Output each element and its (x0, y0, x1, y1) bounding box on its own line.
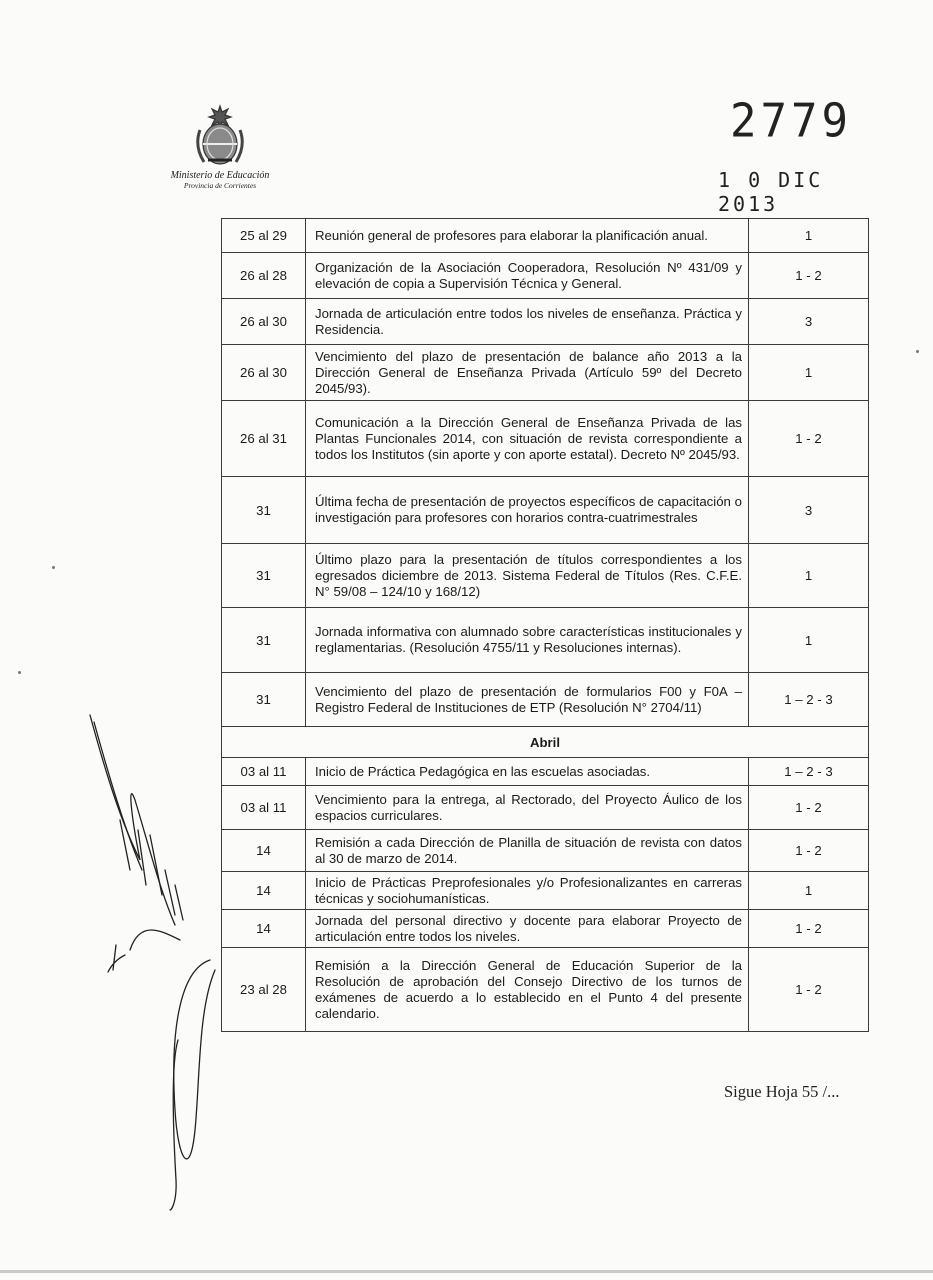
code-cell: 1 - 2 (749, 948, 869, 1032)
activity-cell: Remisión a cada Dirección de Planilla de situación de revista con datos al 30 de marzo de 2014. (306, 830, 749, 872)
date-cell: 14 (222, 830, 306, 872)
code-cell: 1 – 2 - 3 (749, 673, 869, 727)
code-cell: 1 - 2 (749, 253, 869, 299)
table-row (222, 830, 869, 872)
table-row (222, 948, 869, 1032)
date-cell: 14 (222, 872, 306, 910)
date-cell: 31 (222, 673, 306, 727)
activity-cell: Último plazo para la presentación de títulos correspondientes a los egresados diciembre de 2013. Sistema Federal de Títulos (Res. C.F.E. N° 59/08 – 124/10 y 168/12) (306, 544, 749, 608)
activity-cell: Jornada de articulación entre todos los niveles de enseñanza. Práctica y Residencia. (306, 299, 749, 345)
table-row (222, 758, 869, 786)
table-row (222, 219, 869, 253)
month-heading: Abril (222, 727, 869, 758)
table-row (222, 673, 869, 727)
date-cell: 26 al 28 (222, 253, 306, 299)
code-cell: 3 (749, 477, 869, 544)
calendar-body (222, 219, 869, 1032)
coat-of-arms-icon (194, 100, 246, 168)
date-cell: 31 (222, 477, 306, 544)
activity-cell: Vencimiento del plazo de presentación de balance año 2013 a la Dirección General de Enseñanza Privada (Artículo 59º del Decreto 2045/93). (306, 345, 749, 401)
table-row (222, 401, 869, 477)
table-row (222, 253, 869, 299)
date-cell: 26 al 31 (222, 401, 306, 477)
code-cell: 1 - 2 (749, 830, 869, 872)
code-cell: 1 - 2 (749, 401, 869, 477)
date-cell: 03 al 11 (222, 758, 306, 786)
handwritten-signature (80, 710, 260, 1220)
stamp-date: 1 0 DIC 2013 (718, 168, 824, 216)
date-cell: 23 al 28 (222, 948, 306, 1032)
month-header-row (222, 727, 869, 758)
table-row (222, 872, 869, 910)
scan-edge (0, 1270, 933, 1273)
activity-cell: Jornada del personal directivo y docente para elaborar Proyecto de articulación entre todos los niveles. (306, 910, 749, 948)
code-cell: 1 (749, 872, 869, 910)
table-row (222, 345, 869, 401)
code-cell: 1 (749, 544, 869, 608)
date-cell: 26 al 30 (222, 299, 306, 345)
scan-speck (18, 671, 21, 674)
table-row (222, 477, 869, 544)
date-cell: 26 al 30 (222, 345, 306, 401)
code-cell: 1 – 2 - 3 (749, 758, 869, 786)
date-cell: 14 (222, 910, 306, 948)
scan-speck (916, 350, 919, 353)
continuation-note: Sigue Hoja 55 /... (724, 1082, 840, 1101)
date-cell: 25 al 29 (222, 219, 306, 253)
activity-cell: Organización de la Asociación Cooperadora, Resolución Nº 431/09 y elevación de copia a Supervisión Técnica y General. (306, 253, 749, 299)
date-cell: 03 al 11 (222, 786, 306, 830)
province-name: Provincia de Corrientes (183, 181, 257, 190)
activity-cell: Jornada informativa con alumnado sobre características institucionales y reglamentarias. (Resolución 4755/11 y Resoluciones internas). (306, 608, 749, 673)
code-cell: 3 (749, 299, 869, 345)
table-row (222, 544, 869, 608)
activity-cell: Última fecha de presentación de proyectos específicos de capacitación o investigación para profesores con horarios contra-cuatrimestrales (306, 477, 749, 544)
table-row (222, 910, 869, 948)
table-row (222, 786, 869, 830)
code-cell: 1 - 2 (749, 910, 869, 948)
scan-speck (52, 566, 55, 569)
code-cell: 1 - 2 (749, 786, 869, 830)
activity-cell: Inicio de Práctica Pedagógica en las escuelas asociadas. (306, 758, 749, 786)
activity-cell: Comunicación a la Dirección General de Enseñanza Privada de las Plantas Funcionales 2014, con situación de revista correspondiente a todos los Institutos (sin aporte y con aporte estatal). Decreto Nº 2045/93. (306, 401, 749, 477)
code-cell: 1 (749, 608, 869, 673)
activity-cell: Remisión a la Dirección General de Educación Superior de la Resolución de aprobación del Consejo Directivo de los turnos de exámenes de acuerdo a lo establecido en el Punto 4 del presente calendario. (306, 948, 749, 1032)
document-number: 2779 (730, 94, 852, 149)
activity-cell: Vencimiento para la entrega, al Rectorado, del Proyecto Áulico de los espacios curriculares. (306, 786, 749, 830)
calendar-table (221, 218, 869, 1032)
activity-cell: Reunión general de profesores para elaborar la planificación anual. (306, 219, 749, 253)
code-cell: 1 (749, 345, 869, 401)
activity-cell: Inicio de Prácticas Preprofesionales y/o Profesionalizantes en carreras técnicas y sociohumanísticas. (306, 872, 749, 910)
date-cell: 31 (222, 544, 306, 608)
code-cell: 1 (749, 219, 869, 253)
ministry-name: Ministerio de Educación (170, 170, 270, 181)
ministry-seal (150, 100, 290, 190)
date-cell: 31 (222, 608, 306, 673)
table-row (222, 608, 869, 673)
table-row (222, 299, 869, 345)
activity-cell: Vencimiento del plazo de presentación de formularios F00 y F0A – Registro Federal de Instituciones de ETP (Resolución N° 2704/11) (306, 673, 749, 727)
